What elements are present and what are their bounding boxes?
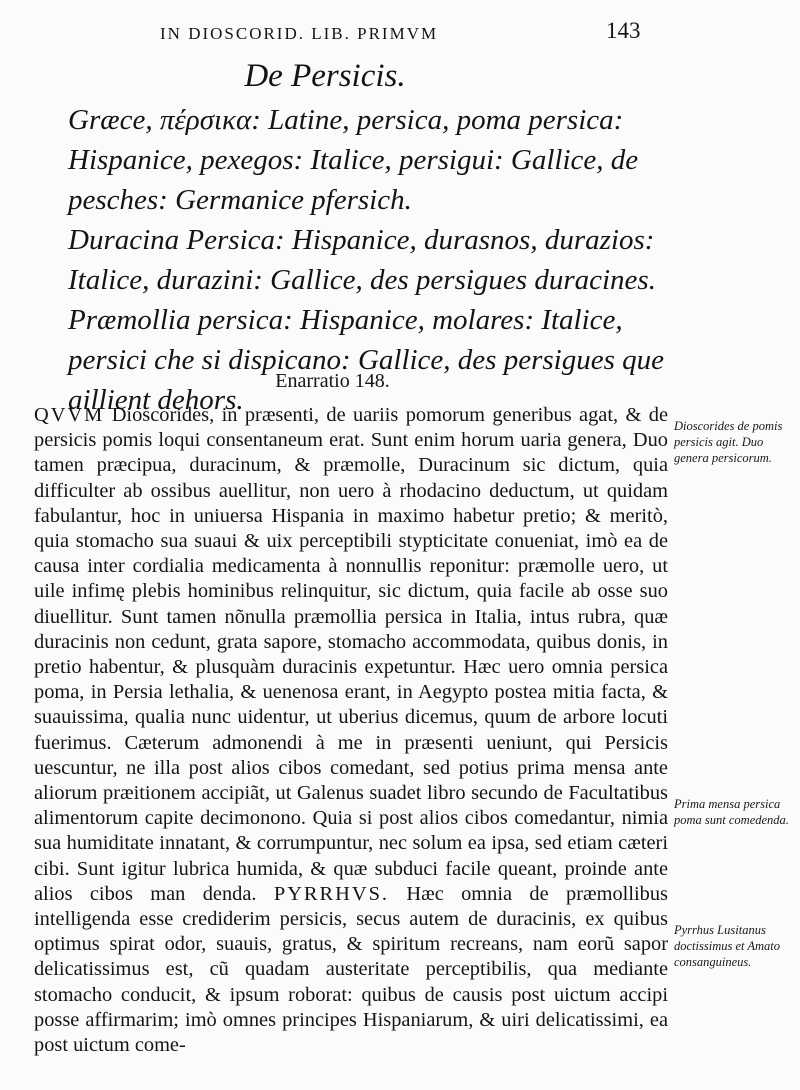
margin-note-pyrrhus: Pyrrhus Lusitanus doctissimus et Amato consanguineus. — [674, 923, 781, 969]
section-title: De Persicis. — [244, 58, 406, 94]
synonym-praemollia: Præmollia persica: Hispanice, molares: Italice, persici che si dispicano: Gallice, des persigues que aillient dehors. — [68, 304, 664, 416]
dropcap-word: QVVM — [34, 404, 105, 426]
paragraph-1 — [34, 403, 668, 1058]
commentary-body — [34, 403, 668, 1058]
synonym-graece: Græce, πέρσικα: Latine, persica, poma persica: Hispanice, pexegos: Italice, persigui: Gallice, de pesches: Germanice pfersich. — [68, 104, 639, 216]
running-header: IN DIOSCORID. LIB. PRIMVM — [160, 24, 439, 43]
paragraph-1-text: Dioscorides, in præsenti, de uariis pomorum generibus agat, & de persicis pomis loqui consentaneum erat. Sunt enim horum uaria genera, Duo tamen præcipua, duracinum, & præmolle, Duracinum sic dictum, quia difficulter ab ossibus auellitur, non uero à rhodacino deductum, ut quidam fabulantur, hoc in uniuersa Hispania in maximo habetur pretio; & meritò, quia stomacho sua suaui & uix perceptibili stypticitate conueniat, imò ea de causa inter cordialia medicamenta à nonnullis reponitur: præmolle uero, ut uile infimę plebis hominibus relinquitur, sic dictum, quia facile ab osse suo diuellitur. Sunt tamen nõnulla præmollia persica in Italia, intus rubra, quæ duracinis non cedunt, grata sapore, stomacho accommodata, quibus donis, in pretio habentur, & plusquàm duracinis expetuntur. Hæc uero omnia persica poma, in Persia lethalia, & uenenosa erant, in Aegypto postea mitia facta, & suauissima, qualia nunc uidentur, ut uberius dicemus, quum de arbore locuti fuerimus. Cæterum admonendi à me in præsenti ueniunt, qui Persicis uescuntur, ne illa post alios cibos comedant, sed potius prima mensa ante aliorum præitionem accipiãt, ut Galenus suadet libro secundo de Facultatibus alimentorum capite decimonono. Quia si post alios cibos comedantur, nimia sua humiditate innatant, & corrumpuntur, nec solum ea ipsa, sed etiam cæteri cibi. Sunt igitur lubrica humida, & quæ subduci facile queant, proinde ante alios cibos man denda. — [34, 404, 668, 905]
pyrrhus-label: PYRRHVS. — [273, 882, 390, 905]
margin-note-prima-mensa: Prima mensa persica poma sunt comedenda. — [674, 797, 789, 827]
enarratio-heading: Enarratio 148. — [275, 370, 390, 392]
synonym-duracina: Duracina Persica: Hispanice, durasnos, durazios: Italice, durazini: Gallice, des persigues duracines. — [68, 224, 656, 296]
paragraph-2-text: Hæc omnia de præmollibus intelligenda esse crediderim persicis, secus autem de duracinis, ex quibus optimus spirat odor, suauis, gratus, & spiritum recreans, nam eorũ sapor delicatissimus est, cũ quadam austeritate perceptibilis, qua mediante stomacho conducit, & ipsum roborat: quibus de causis post uictum accipi posse affirmarim; imò omnes principes Hispaniarum, & uiri delicatissimi, ea post uictum come- — [34, 882, 668, 1057]
margin-note-dioscorides: Dioscorides de pomis persicis agit. Duo genera persicorum. — [674, 419, 783, 465]
page-number: 143 — [606, 18, 641, 43]
